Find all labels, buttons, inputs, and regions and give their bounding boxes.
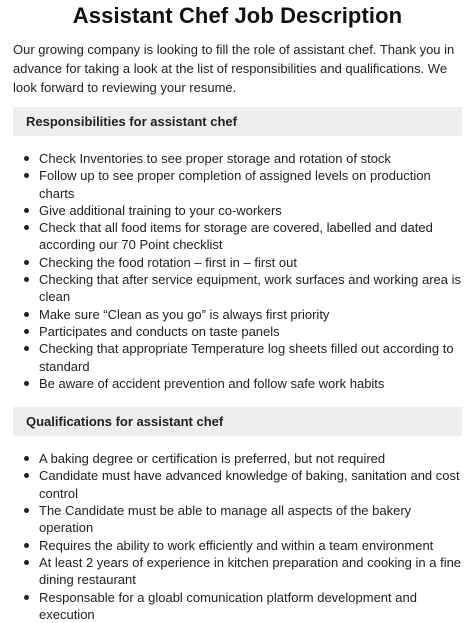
- bullet-icon: [24, 260, 29, 265]
- bullet-icon: [24, 560, 29, 565]
- list-item-text: Follow up to see proper completion of assigned levels on production charts: [39, 168, 431, 201]
- bullet-icon: [24, 173, 29, 178]
- list-item: [13, 306, 462, 323]
- responsibilities-heading: Responsibilities for assistant chef: [13, 107, 462, 136]
- list-item: [13, 254, 462, 271]
- list-item: [13, 150, 462, 167]
- list-item-text: At least 2 years of experience in kitchen preparation and cooking in a fine dining restaurant: [39, 554, 462, 588]
- list-item: [13, 467, 462, 502]
- list-item-text: Check that all food items for storage are covered, labelled and dated according our 70 Point checklist: [39, 220, 433, 253]
- list-item: [13, 502, 462, 537]
- list-item: [13, 219, 462, 254]
- bullet-icon: [24, 208, 29, 213]
- list-item-text: Give additional training to your co-workers: [39, 202, 282, 218]
- list-item-text: Checking the food rotation – first in – first out: [39, 254, 297, 270]
- list-item: [13, 323, 462, 340]
- list-item-text: Responsable for a gloabl comunication platform development and execution: [39, 589, 417, 622]
- list-item-text: Candidate must have advanced knowledge of baking, sanitation and cost control: [39, 468, 460, 501]
- list-item-text: Check Inventories to see proper storage and rotation of stock: [39, 151, 391, 166]
- list-item: [13, 589, 462, 623]
- list-item: [13, 340, 462, 375]
- list-item: [13, 554, 462, 589]
- bullet-icon: [24, 456, 29, 461]
- bullet-icon: [24, 543, 29, 548]
- qualifications-list: [13, 450, 462, 623]
- bullet-icon: [24, 156, 29, 161]
- list-item: [13, 271, 462, 306]
- page-title: Assistant Chef Job Description: [72, 3, 403, 28]
- bullet-icon: [24, 381, 29, 386]
- list-item-text: Make sure “Clean as you go” is always first priority: [39, 306, 330, 322]
- list-item: [13, 450, 462, 467]
- list-item-text: Requires the ability to work efficiently and within a team environment: [39, 537, 434, 553]
- list-item-text: Checking that after service equipment, work surfaces and working area is clean: [39, 272, 461, 305]
- bullet-icon: [24, 595, 29, 600]
- intro-paragraph: Our growing company is looking to fill the role of assistant chef. Thank you in advance for taking a look at the list of responsibilities and qualifications. We look forward to reviewing your resume.: [13, 42, 455, 95]
- list-item-text: Participates and conducts on taste panels: [39, 323, 280, 339]
- bullet-icon: [24, 225, 29, 230]
- bullet-icon: [24, 508, 29, 513]
- list-item-text: Checking that appropriate Temperature log sheets filled out according to standard: [39, 341, 454, 374]
- list-item: [13, 375, 462, 392]
- list-item-text: A baking degree or certification is preferred, but not required: [39, 451, 386, 467]
- list-item: [13, 202, 462, 219]
- bullet-icon: [24, 346, 29, 351]
- list-item: [13, 167, 462, 202]
- list-item: [13, 537, 462, 554]
- bullet-icon: [24, 473, 29, 478]
- bullet-icon: [24, 329, 29, 334]
- list-item-text: Be aware of accident prevention and follow safe work habits: [39, 375, 385, 391]
- bullet-icon: [24, 312, 29, 317]
- list-item-text: The Candidate must be able to manage all aspects of the bakery operation: [39, 503, 412, 536]
- qualifications-heading: Qualifications for assistant chef: [13, 407, 462, 436]
- responsibilities-list: [13, 150, 462, 392]
- bullet-icon: [24, 277, 29, 282]
